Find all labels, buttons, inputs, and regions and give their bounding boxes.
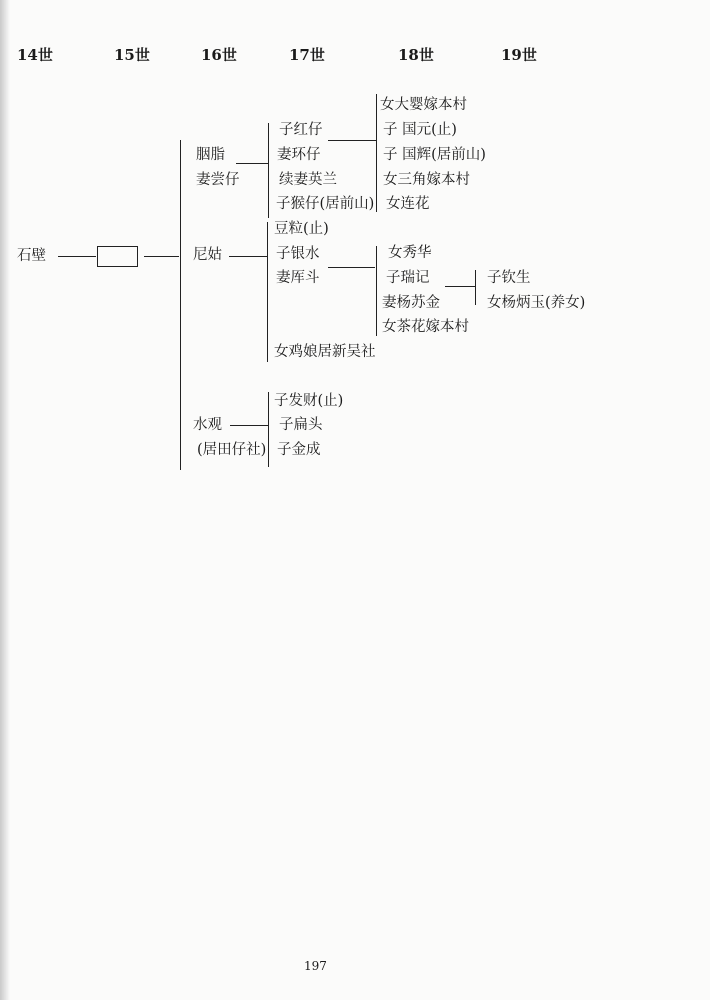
bracket-line bbox=[180, 140, 181, 470]
root-ancestor: 石壁 bbox=[17, 248, 46, 264]
bracket-line bbox=[268, 392, 269, 467]
gen17-person: 子红仔 bbox=[279, 122, 323, 138]
gen16-husband: 胭脂 bbox=[196, 147, 225, 163]
scan-edge bbox=[0, 0, 10, 1000]
connector-line bbox=[230, 425, 268, 426]
gen17-person: 子金成 bbox=[277, 442, 321, 458]
bracket-line bbox=[376, 94, 377, 212]
gen18-person: 女大婴嫁本村 bbox=[380, 97, 467, 113]
gen19-person: 子钦生 bbox=[487, 270, 531, 286]
gen18-person: 女秀华 bbox=[388, 245, 432, 261]
connector-line bbox=[144, 256, 179, 257]
generation-header-17: 17世 bbox=[289, 46, 325, 64]
gen16-wife: 妻尝仔 bbox=[196, 172, 240, 188]
gen18-person: 子瑞记 bbox=[386, 270, 430, 286]
gen18-person: 妻杨苏金 bbox=[382, 295, 440, 311]
gen18-person: 女三角嫁本村 bbox=[383, 172, 470, 188]
gen17-person: 子扁头 bbox=[279, 417, 323, 433]
gen17-person: 子猴仔(居前山) bbox=[276, 196, 375, 212]
bracket-line bbox=[267, 222, 268, 362]
gen18-person: 女连花 bbox=[386, 196, 430, 212]
gen18-person: 女茶花嫁本村 bbox=[382, 319, 469, 335]
gen17-person: 女鸡娘居新吴社 bbox=[274, 344, 376, 360]
gen17-person: 子银水 bbox=[276, 246, 320, 262]
gen17-person: 续妻英兰 bbox=[279, 172, 337, 188]
connector-line bbox=[328, 140, 376, 141]
gen17-person: 子发财(止) bbox=[274, 393, 344, 409]
gen17-person: 豆粒(止) bbox=[274, 221, 329, 237]
page-number: 197 bbox=[304, 959, 327, 973]
connector-line bbox=[58, 256, 96, 257]
bracket-line bbox=[475, 270, 476, 305]
gen19-person: 女杨炳玉(养女) bbox=[487, 295, 586, 311]
gen18-person: 子 国辉(居前山) bbox=[383, 147, 486, 163]
generation-header-15: 15世 bbox=[114, 46, 150, 64]
generation-header-19: 19世 bbox=[501, 46, 537, 64]
gen16-residence-note: (居田仔社) bbox=[197, 442, 267, 458]
gen17-person: 妻环仔 bbox=[277, 147, 321, 163]
generation-header-14: 14世 bbox=[17, 46, 53, 64]
connector-line bbox=[328, 267, 375, 268]
generation-header-16: 16世 bbox=[201, 46, 237, 64]
unknown-name-box bbox=[97, 246, 138, 267]
gen16-person: 水观 bbox=[193, 417, 222, 433]
generation-header-18: 18世 bbox=[398, 46, 434, 64]
bracket-line bbox=[268, 123, 269, 218]
bracket-line bbox=[376, 246, 377, 336]
connector-line bbox=[229, 256, 267, 257]
gen17-person: 妻厍斗 bbox=[276, 270, 320, 286]
connector-line bbox=[236, 163, 268, 164]
gen16-person: 尼姑 bbox=[193, 247, 222, 263]
gen18-person: 子 国元(止) bbox=[383, 122, 457, 138]
connector-line bbox=[445, 286, 475, 287]
